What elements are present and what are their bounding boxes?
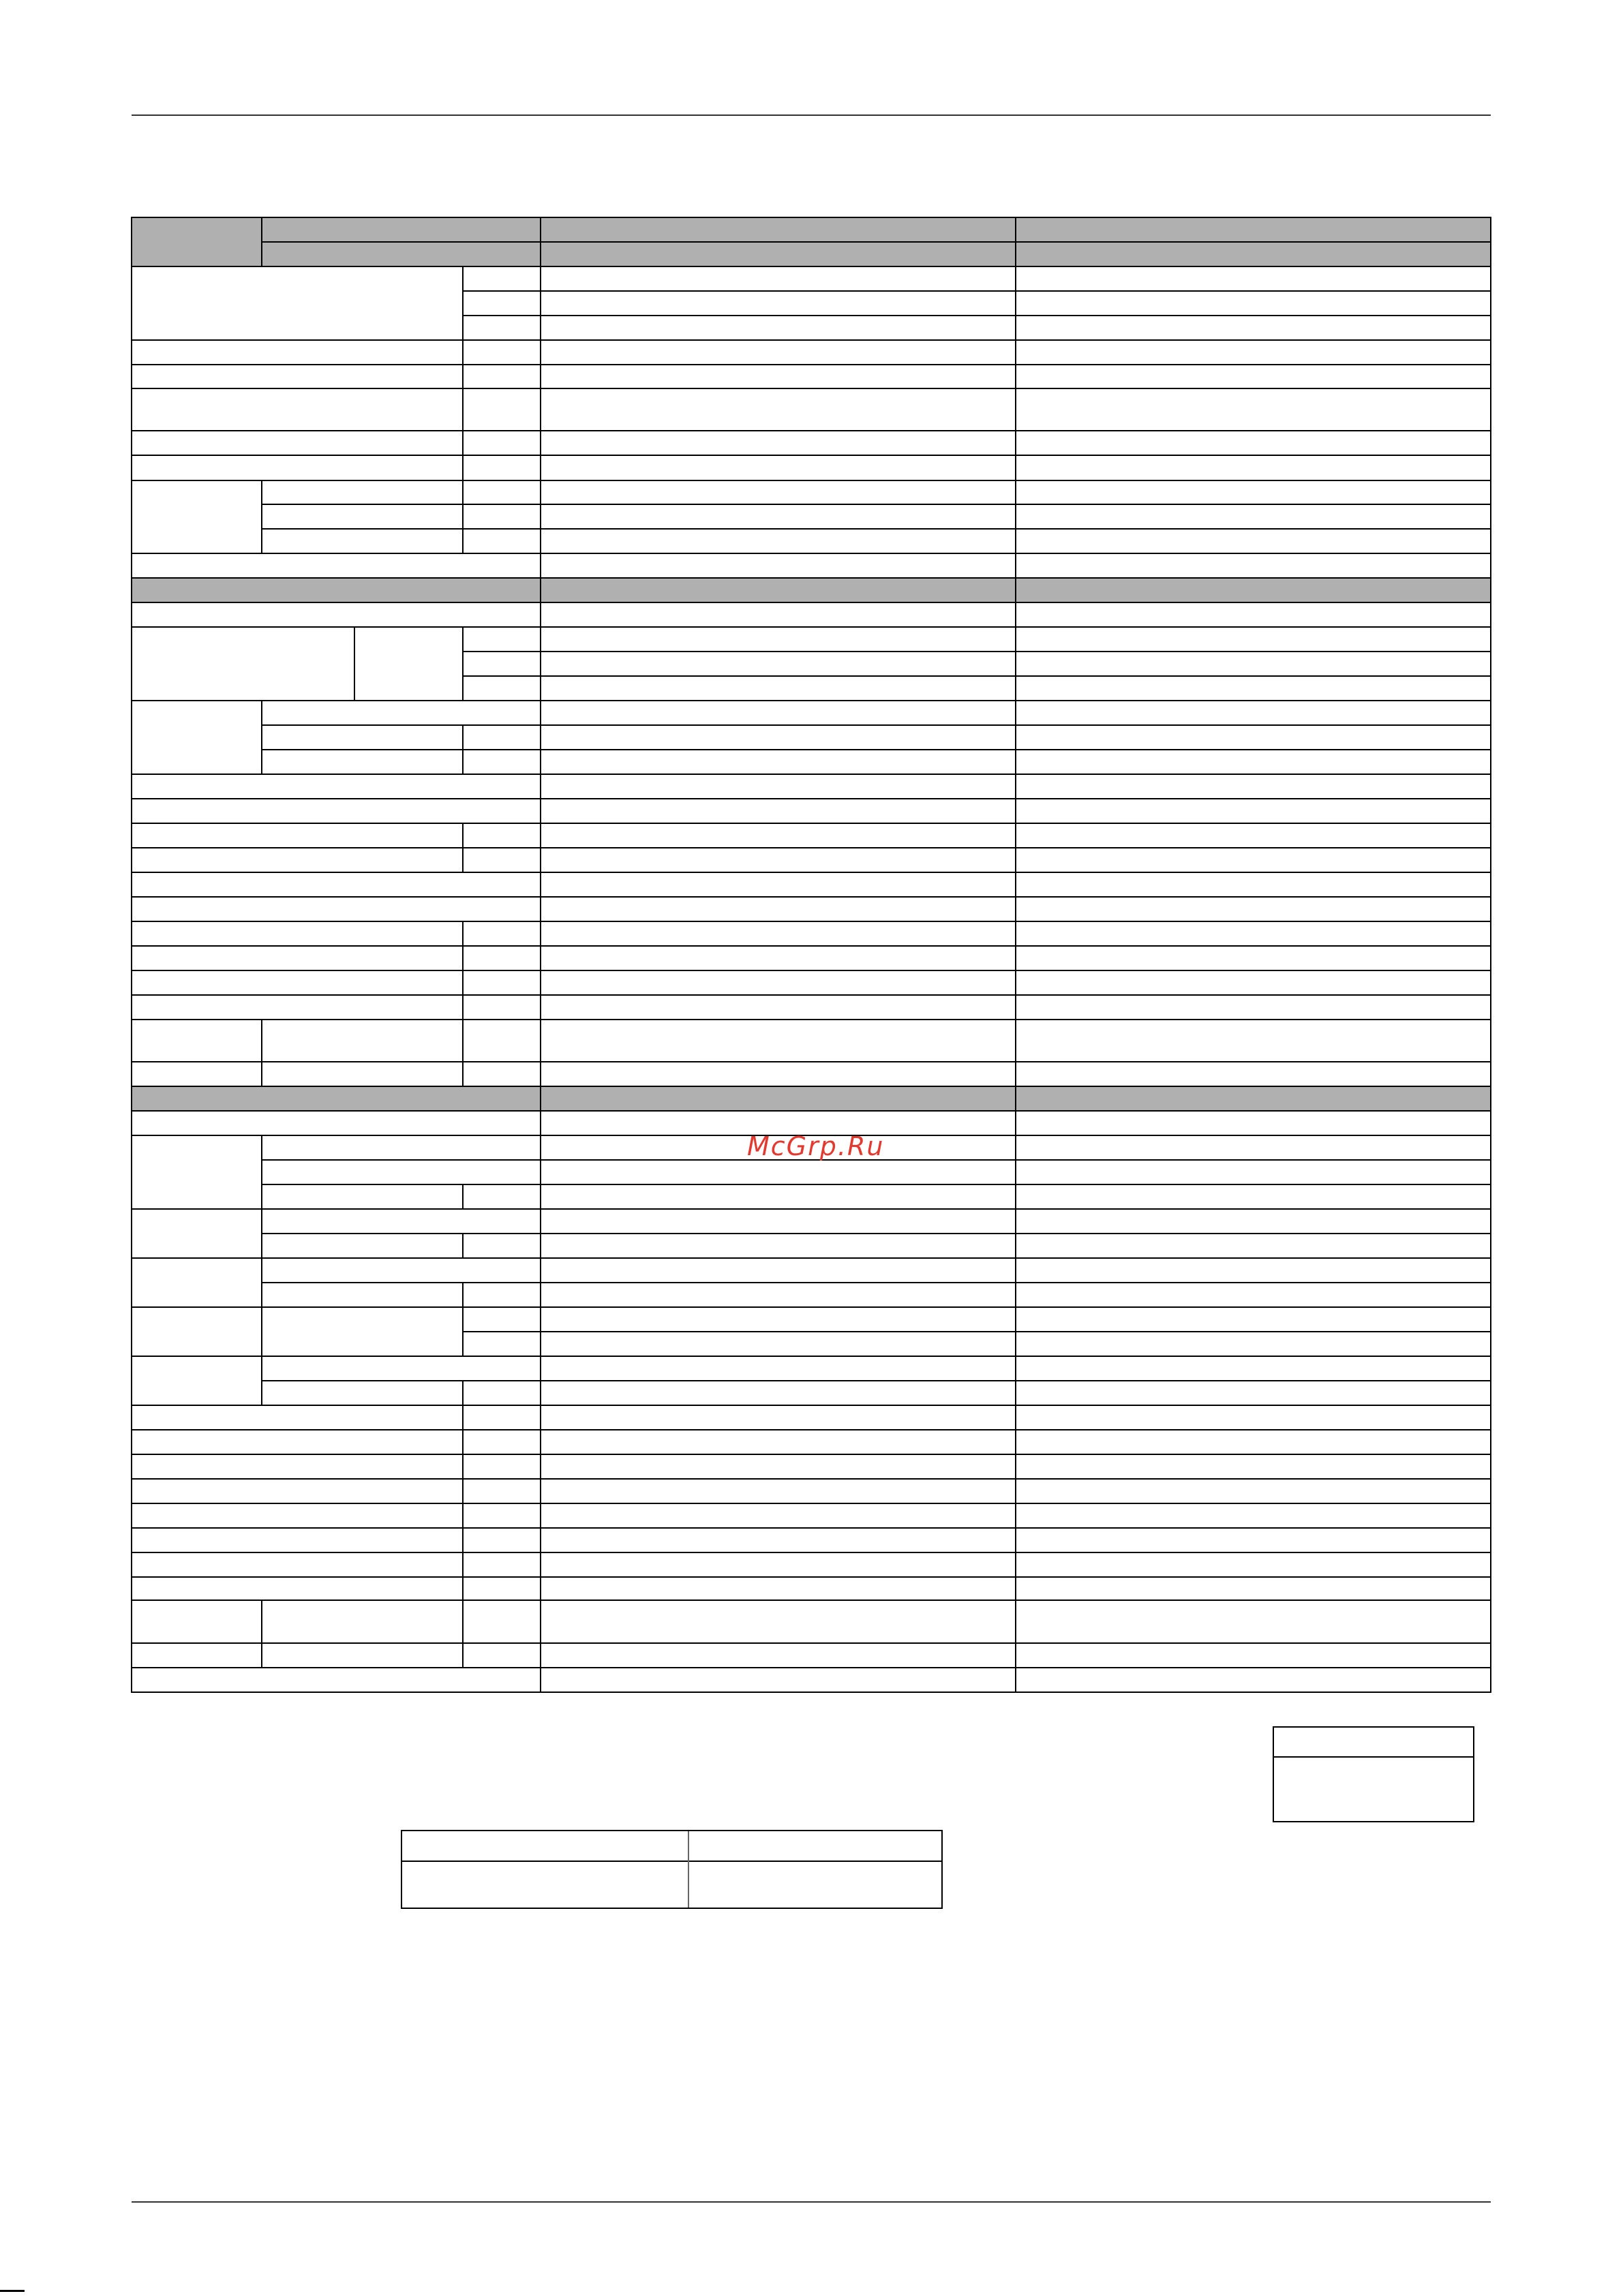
footer-rule xyxy=(132,2201,1491,2203)
approval-box-divider xyxy=(402,1861,941,1862)
section-band-2 xyxy=(132,1086,1491,1111)
revision-box xyxy=(1273,1726,1474,1822)
approval-box-column-divider xyxy=(688,1831,689,1908)
corner-mark xyxy=(0,2290,25,2292)
watermark-text: McGrp.Ru xyxy=(747,1131,885,1161)
shaded-cells xyxy=(132,217,1491,1111)
table-outline xyxy=(132,217,1491,1692)
header-corner-cell xyxy=(132,217,262,266)
header-row-2 xyxy=(262,242,1491,266)
section-band-1 xyxy=(132,578,1491,602)
approval-box xyxy=(401,1830,943,1909)
revision-box-divider xyxy=(1274,1756,1473,1758)
header-row-1 xyxy=(262,217,1491,242)
table-grid xyxy=(132,217,1491,1692)
